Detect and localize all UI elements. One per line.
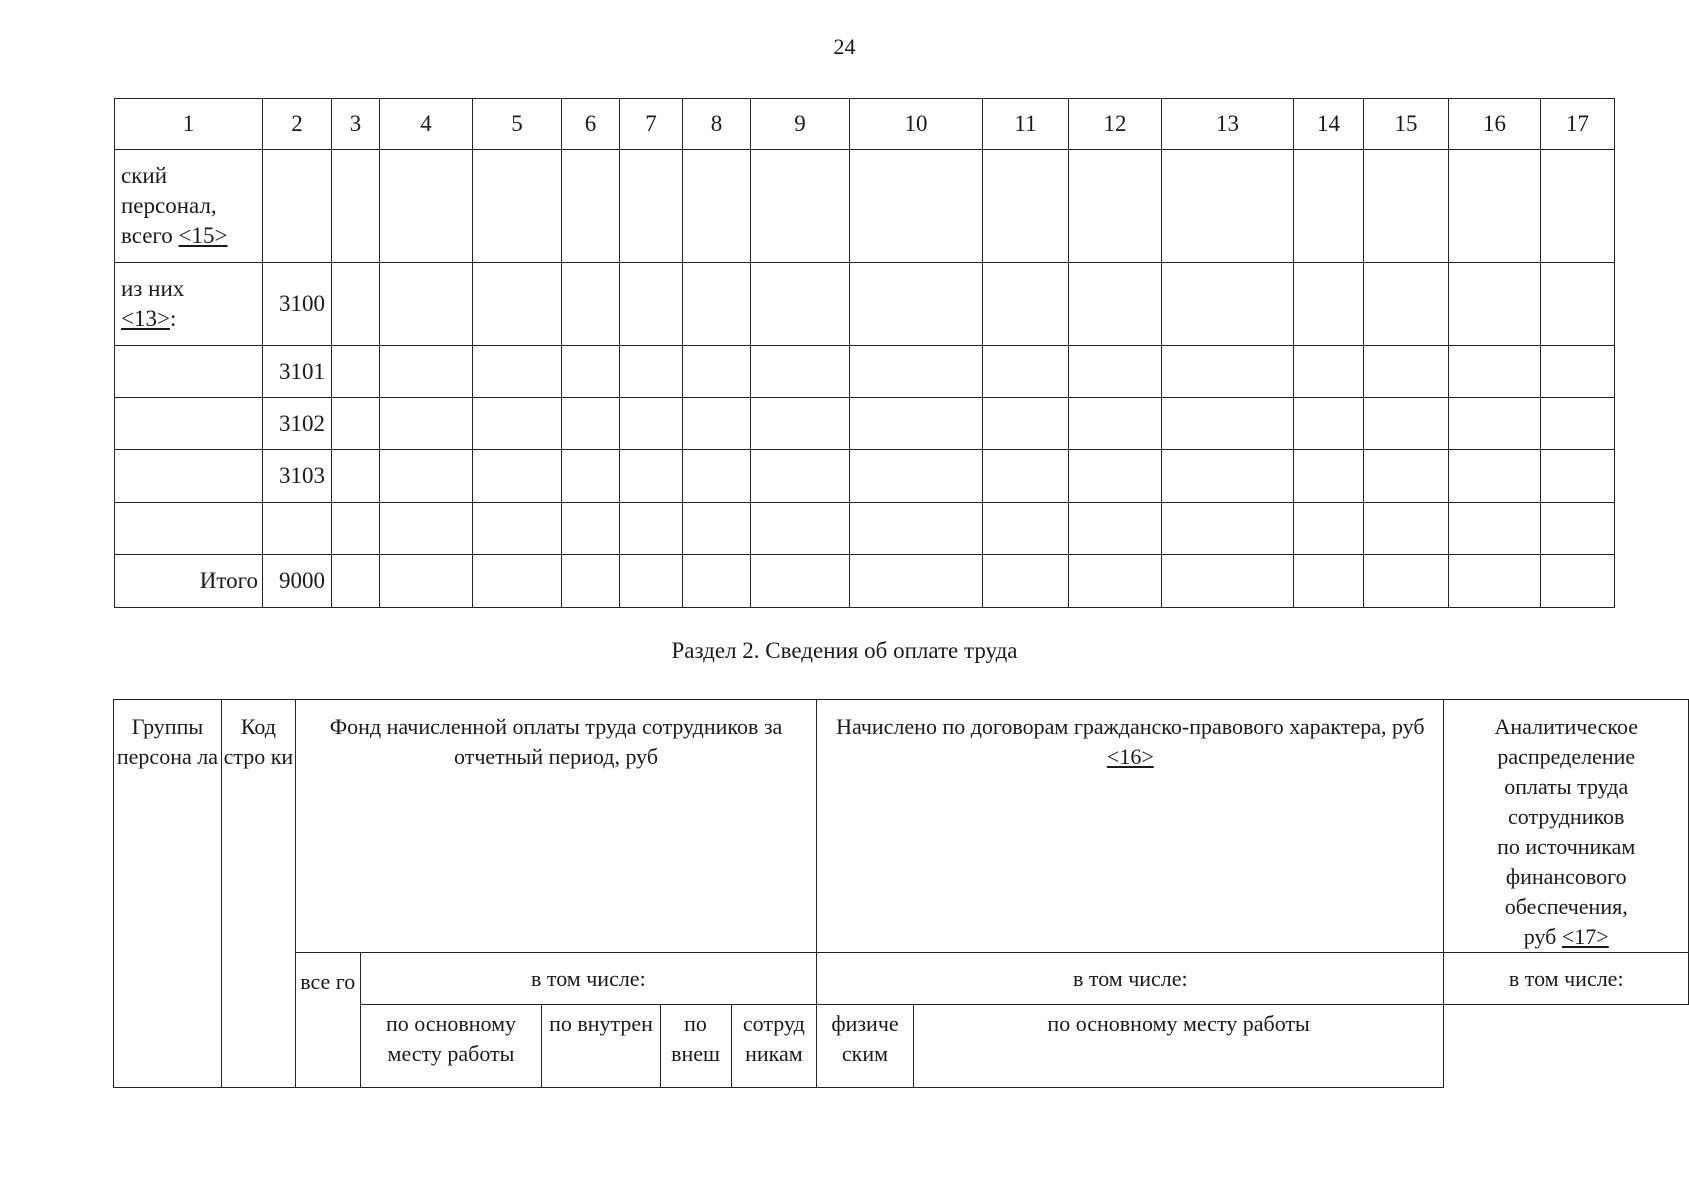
individuals-header: физиче ским [817,1005,914,1088]
row-code: 3100 [263,263,332,346]
column-number: 8 [683,99,751,150]
subheader-row [114,953,1689,1005]
internal-header: по внутрен [542,1005,660,1088]
row-label: ский персонал, всего <15> [115,150,263,263]
column-number: 4 [380,99,473,150]
row-label [115,503,263,555]
col-code-header: Код стро ки [221,700,295,1088]
including-header: в том числе: [1444,953,1689,1005]
table-row [115,263,1615,346]
col-gph-header: Начислено по договорам гражданско-правового характера, руб <16> [817,700,1444,953]
total-code: 9000 [263,555,332,608]
col-groups-header: Группы персона ла [114,700,222,1088]
employees-header: сотруд никам [731,1005,817,1088]
footnote-ref[interactable]: <16> [1106,744,1154,769]
column-number: 15 [1364,99,1449,150]
column-number: 11 [983,99,1069,150]
page-number: 24 [833,34,856,59]
column-number: 5 [473,99,562,150]
row-code: 3102 [263,398,332,450]
employee-count-table [114,98,1615,608]
column-number: 14 [1294,99,1364,150]
main-job-header: по основному месту работы [913,1005,1444,1088]
column-number: 9 [751,99,850,150]
row-code: 3103 [263,450,332,503]
column-number: 17 [1541,99,1615,150]
main-job-header: по основному месту работы [360,1005,542,1088]
column-number-row [115,99,1615,150]
footnote-ref[interactable]: <15> [178,223,228,248]
header-row [114,700,1689,953]
column-number: 7 [620,99,683,150]
column-number: 6 [562,99,620,150]
wage-table [113,699,1689,1088]
table-row [115,150,1615,263]
table-row [115,398,1615,450]
including-header: в том числе: [817,953,1444,1005]
footnote-ref[interactable]: <17> [1561,924,1609,949]
total-label: Итого [115,555,263,608]
column-number: 10 [850,99,983,150]
row-label [115,346,263,398]
row-code [263,150,332,263]
row-code [263,503,332,555]
row-label [115,398,263,450]
column-number: 12 [1069,99,1162,150]
column-number: 13 [1162,99,1294,150]
total-row [115,555,1615,608]
row-label: из них <13>: [115,263,263,346]
row-label [115,450,263,503]
section-title: Раздел 2. Сведения об оплате труда [671,638,1018,663]
table-row [115,503,1615,555]
column-number: 1 [115,99,263,150]
including-header: в том числе: [360,953,817,1005]
col-fund-header: Фонд начисленной оплаты труда сотрудников за отчетный период, руб [295,700,816,953]
column-number: 16 [1449,99,1541,150]
column-number: 2 [263,99,332,150]
footnote-ref[interactable]: <13> [121,306,170,331]
vsego-header: все го [295,953,360,1088]
row-code: 3101 [263,346,332,398]
col-analytic-header: Аналитическое распределение оплаты труда сотрудников по источникам финансового обеспечения, руб <17> [1444,700,1689,953]
table-row [115,450,1615,503]
external-header: по внеш [660,1005,731,1088]
table-row [115,346,1615,398]
column-number: 3 [332,99,380,150]
